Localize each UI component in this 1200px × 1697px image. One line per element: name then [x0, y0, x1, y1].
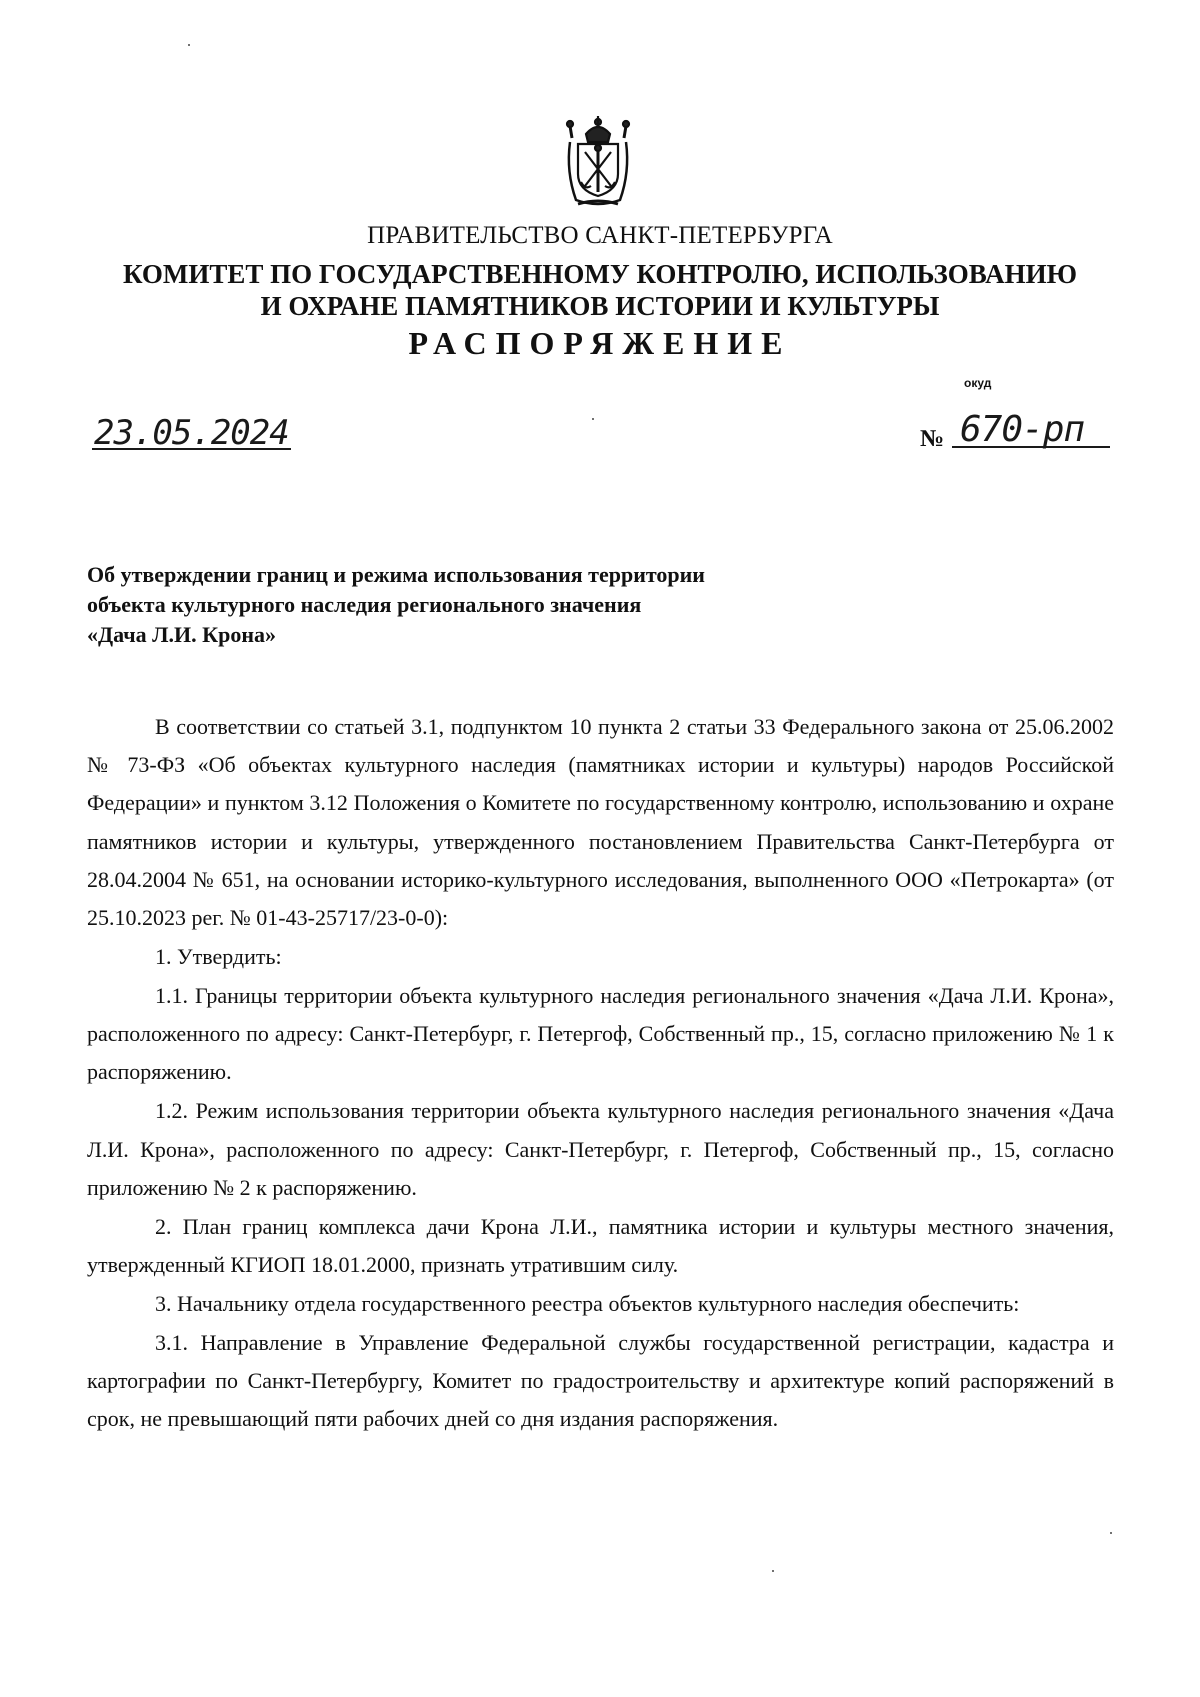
scan-speck: [592, 418, 594, 420]
handwritten-date: 23.05.2024: [94, 413, 289, 453]
okud-label: окуд: [964, 376, 992, 390]
scan-speck: [1110, 1532, 1112, 1534]
clause-1-1: 1.1. Границы территории объекта культурного наследия регионального значения «Дача Л.И. Крона», расположенного по адресу: Санкт-Петербург, г. Петергоф, Собственный пр., 15, согласно приложению № 1 к распоряжению.: [87, 983, 1114, 1085]
subject-line-3: «Дача Л.И. Крона»: [87, 622, 277, 647]
document-type-heading: РАСПОРЯЖЕНИЕ: [408, 325, 792, 361]
committee-title-line-1: КОМИТЕТ ПО ГОСУДАРСТВЕННОМУ КОНТРОЛЮ, ИСПОЛЬЗОВАНИЮ: [123, 259, 1077, 289]
handwritten-document-number: 670-рп: [952, 414, 1110, 448]
scan-speck: [772, 1570, 774, 1572]
coat-of-arms-emblem: [548, 112, 648, 212]
clause-1-2: 1.2. Режим использования территории объекта культурного наследия регионального значения «Дача Л.И. Крона», расположенного по адресу: Санкт-Петербург, г. Петергоф, Собственный пр., 15, согласно приложению № 2 к распоряжению.: [87, 1098, 1114, 1200]
document-body: [87, 708, 1114, 1439]
document-subject: [87, 560, 867, 650]
committee-title-line-2: И ОХРАНЕ ПАМЯТНИКОВ ИСТОРИИ И КУЛЬТУРЫ: [260, 291, 940, 321]
scan-speck: [188, 44, 190, 46]
number-sign: №: [920, 426, 945, 452]
government-title: ПРАВИТЕЛЬСТВО САНКТ-ПЕТЕРБУРГА: [367, 222, 833, 249]
preamble-paragraph: В соответствии со статьей 3.1, подпунктом 10 пункта 2 статьи 33 Федерального закона от 25.06.2002 № 73-ФЗ «Об объектах культурного наследия (памятниках истории и культуры) народов Российской Федерации» и пунктом 3.12 Положения о Комитете по государственному контролю, использованию и охране памятников истории и культуры, утвержденного постановлением Правительства Санкт-Петербурга от 28.04.2004 № 651, на основании историко-культурного исследования, выполненного ООО «Петрокарта» (от 25.10.2023 рег. № 01-43-25717/23-0-0):: [87, 714, 1114, 931]
clause-1: 1. Утвердить:: [155, 944, 282, 970]
clause-3: 3. Начальнику отдела государственного реестра объектов культурного наследия обеспечить:: [155, 1291, 1020, 1317]
clause-3-1: 3.1. Направление в Управление Федеральной службы государственной регистрации, кадастра и картографии по Санкт-Петербургу, Комитет по градостроительству и архитектуре копий распоряжений в срок, не превышающий пяти рабочих дней со дня издания распоряжения.: [87, 1330, 1114, 1432]
subject-line-1: Об утверждении границ и режима использования территории: [87, 562, 705, 587]
subject-line-2: объекта культурного наследия регионального значения: [87, 592, 642, 617]
clause-2: 2. План границ комплекса дачи Крона Л.И., памятника истории и культуры местного значения, утвержденный КГИОП 18.01.2000, признать утратившим силу.: [87, 1213, 1114, 1278]
committee-title: [0, 258, 1200, 322]
